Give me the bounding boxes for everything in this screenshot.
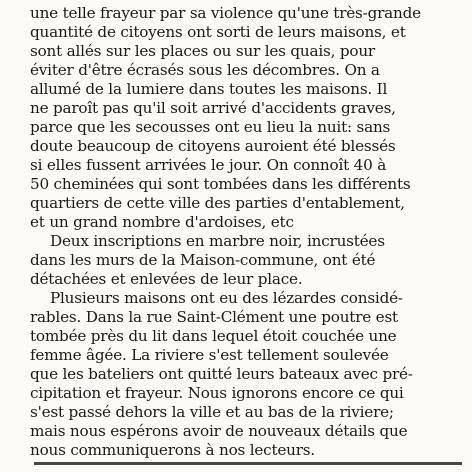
- text-line: allumé de la lumiere dans toutes les maisons. Il: [30, 80, 388, 98]
- text-line: s'est passé dehors la ville et au bas de la riviere;: [30, 403, 394, 421]
- text-line: femme âgée. La riviere s'est tellement soulevée: [30, 346, 389, 364]
- paragraph-damage: [30, 289, 462, 460]
- paragraph-earthquake-account: [30, 4, 462, 232]
- text-line: ne paroît pas qu'il soit arrivé d'accidents graves,: [30, 99, 396, 117]
- text-line: quartiers de cette ville des parties d'entablement,: [30, 194, 405, 212]
- text-line: doute beaucoup de citoyens auroient été blessés: [30, 137, 396, 155]
- paragraph-inscriptions: [30, 232, 462, 289]
- text-line: cipitation et frayeur. Nous ignorons encore ce qui: [30, 384, 404, 402]
- text-line: mais nous espérons avoir de nouveaux détails que: [30, 422, 408, 440]
- text-line: tombée près du lit dans lequel étoit couchée une: [30, 327, 397, 345]
- text-line: sont allés sur les places ou sur les quais, pour: [30, 42, 375, 60]
- text-line: si elles fussent arrivées le jour. On connoît 40 à: [30, 156, 387, 174]
- text-line: Deux inscriptions en marbre noir, incrustées: [50, 232, 385, 250]
- text-line: éviter d'être écrasés sous les décombres. On a: [30, 61, 380, 79]
- article-text: [30, 4, 462, 460]
- text-line: que les bateliers ont quitté leurs bateaux avec pré-: [30, 365, 413, 383]
- text-line: quantité de citoyens ont sorti de leurs maisons, et: [30, 23, 406, 41]
- text-line: rables. Dans la rue Saint-Clément une poutre est: [30, 308, 398, 326]
- text-line: une telle frayeur par sa violence qu'une très-grande: [30, 4, 421, 22]
- text-line: parce que les secousses ont eu lieu la nuit: sans: [30, 118, 391, 136]
- section-divider-rule: [34, 462, 462, 465]
- text-line: et un grand nombre d'ardoises, etc: [30, 213, 294, 231]
- text-line: détachées et enlevées de leur place.: [30, 270, 303, 288]
- text-line: dans les murs de la Maison-commune, ont été: [30, 251, 376, 269]
- text-line: 50 cheminées qui sont tombées dans les différents: [30, 175, 411, 193]
- text-line: nous communiquerons à nos lecteurs.: [30, 441, 316, 459]
- text-line: Plusieurs maisons ont eu des lézardes considé-: [50, 289, 403, 307]
